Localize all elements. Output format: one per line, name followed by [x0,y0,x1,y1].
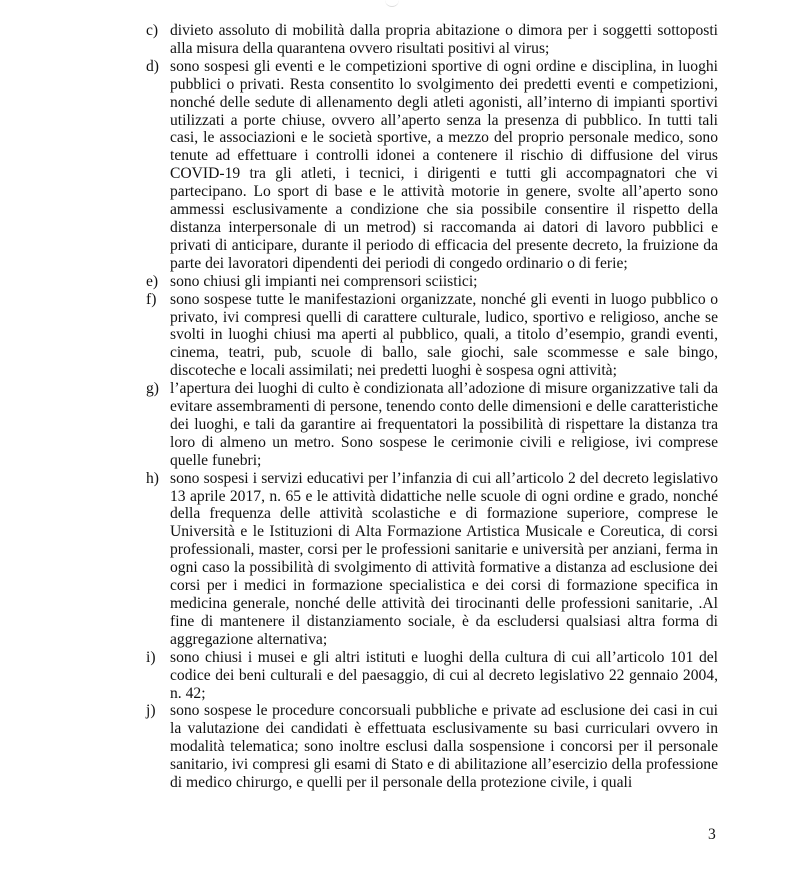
item-text: sono sospese tutte le manifestazioni organizzate, nonché gli eventi in luogo pubblico o privato, ivi compresi quelli di carattere culturale, ludico, sportivo e religioso, anche se svolti in luoghi chiusi ma aperti al pubblico, quali, a titolo d’esempio, grandi eventi, cinema, teatri, pub, scuole di ballo, sale giochi, sale scommesse e sale bingo, discoteche e locali assimilati; nei predetti luoghi è sospesa ogni attività; [170,290,718,380]
item-text: l’apertura dei luoghi di culto è condizionata all’adozione di misure organizzative tali da evitare assembramenti di persone, tenendo conto delle dimensioni e delle caratteristiche dei luoghi, e tali da garantire ai frequentatori la possibilità di rispettare la distanza tra loro di almeno un metro. Sono sospese le cerimonie civili e religiose, ivi comprese quelle funebri; [170,380,718,469]
item-text: sono sospesi gli eventi e le competizioni sportive di ogni ordine e disciplina, in luoghi pubblici o privati. Resta consentito lo svolgimento dei predetti eventi e competizioni, nonché delle sedute di allenamento degli atleti agonisti, all’interno di impianti sportivi utilizzati a porte chiuse, ovvero all’aperto senza la presenza di pubblico. In tutti tali casi, le associazioni e le società sportive, a mezzo del proprio personale medico, sono tenute ad effettuare i controlli idonei a contenere il rischio di diffusione del virus COVID-19 tra gli atleti, i tecnici, i dirigenti e tutti gli accompagnatori che vi partecipano. Lo sport di base e le attività motorie in genere, svolte all’aperto sono ammessi esclusivamente a condizione che sia possibile consentire il rispetto della distanza interpersonale di un metrod) si raccomanda ai datori di lavoro pubblici e privati di anticipare, durante il periodo di efficacia del presente decreto, la fruizione da parte dei lavoratori dipendenti dei periodi di congedo ordinario o di ferie; [170,57,718,272]
item-label: g) [146,380,159,398]
item-text: divieto assoluto di mobilità dalla propria abitazione o dimora per i soggetti sottoposti alla misura della quarantena ovvero risultati positivi al virus; [170,22,718,57]
list-item-g [146,380,718,470]
item-text: sono sospesi i servizi educativi per l’infanzia di cui all’articolo 2 del decreto legislativo 13 aprile 2017, n. 65 e le attività didattiche nelle scuole di ogni ordine e grado, nonché della frequenza delle attività scolastiche e di formazione superiore, comprese le Università e le Istituzioni di Alta Formazione Artistica Musicale e Coreutica, di corsi professionali, master, corsi per le professioni sanitarie e università per anziani, ferma in ogni caso la possibilità di svolgimento di attività formative a distanza ad esclusione dei corsi per i medici in formazione specialistica e dei corsi di formazione specifica in medicina generale, nonché delle attività dei tirocinanti delle professioni sanitarie, .Al fine di mantenere il distanziamento sociale, è da escludersi qualsiasi altra forma di aggregazione alternativa; [170,469,718,648]
item-label: d) [146,57,159,75]
list-item-j [146,702,718,792]
item-text: sono chiusi gli impianti nei comprensori sciistici; [170,272,478,290]
item-label: e) [146,272,159,290]
item-label: j) [146,702,156,720]
page-number: 3 [708,826,716,843]
list-item-d [146,58,718,273]
item-text: sono sospese le procedure concorsuali pubbliche e private ad esclusione dei casi in cui la valutazione dei candidati è effettuata esclusivamente su basi curriculari ovvero in modalità telematica; sono inoltre esclusi dalla sospensione i concorsi per il personale sanitario, ivi compresi gli esami di Stato e di abilitazione all’esercizio della professione di medico chirurgo, e quelli per il personale della protezione civile, i quali [170,702,718,792]
item-text: sono chiusi i musei e gli altri istituti e luoghi della cultura di cui all’articolo 101 del codice dei beni culturali e del paesaggio, di cui al decreto legislativo 22 gennaio 2004, n. 42; [170,648,718,702]
item-label: i) [146,648,156,666]
list-item-i [146,649,718,703]
list-item-h [146,470,718,649]
item-label: h) [146,469,159,487]
list-item-e [146,273,718,291]
list-item-c [146,22,718,58]
scan-mark [385,0,399,7]
provision-list [146,22,718,792]
list-item-f [146,291,718,381]
item-label: f) [146,290,157,308]
item-label: c) [146,22,159,39]
